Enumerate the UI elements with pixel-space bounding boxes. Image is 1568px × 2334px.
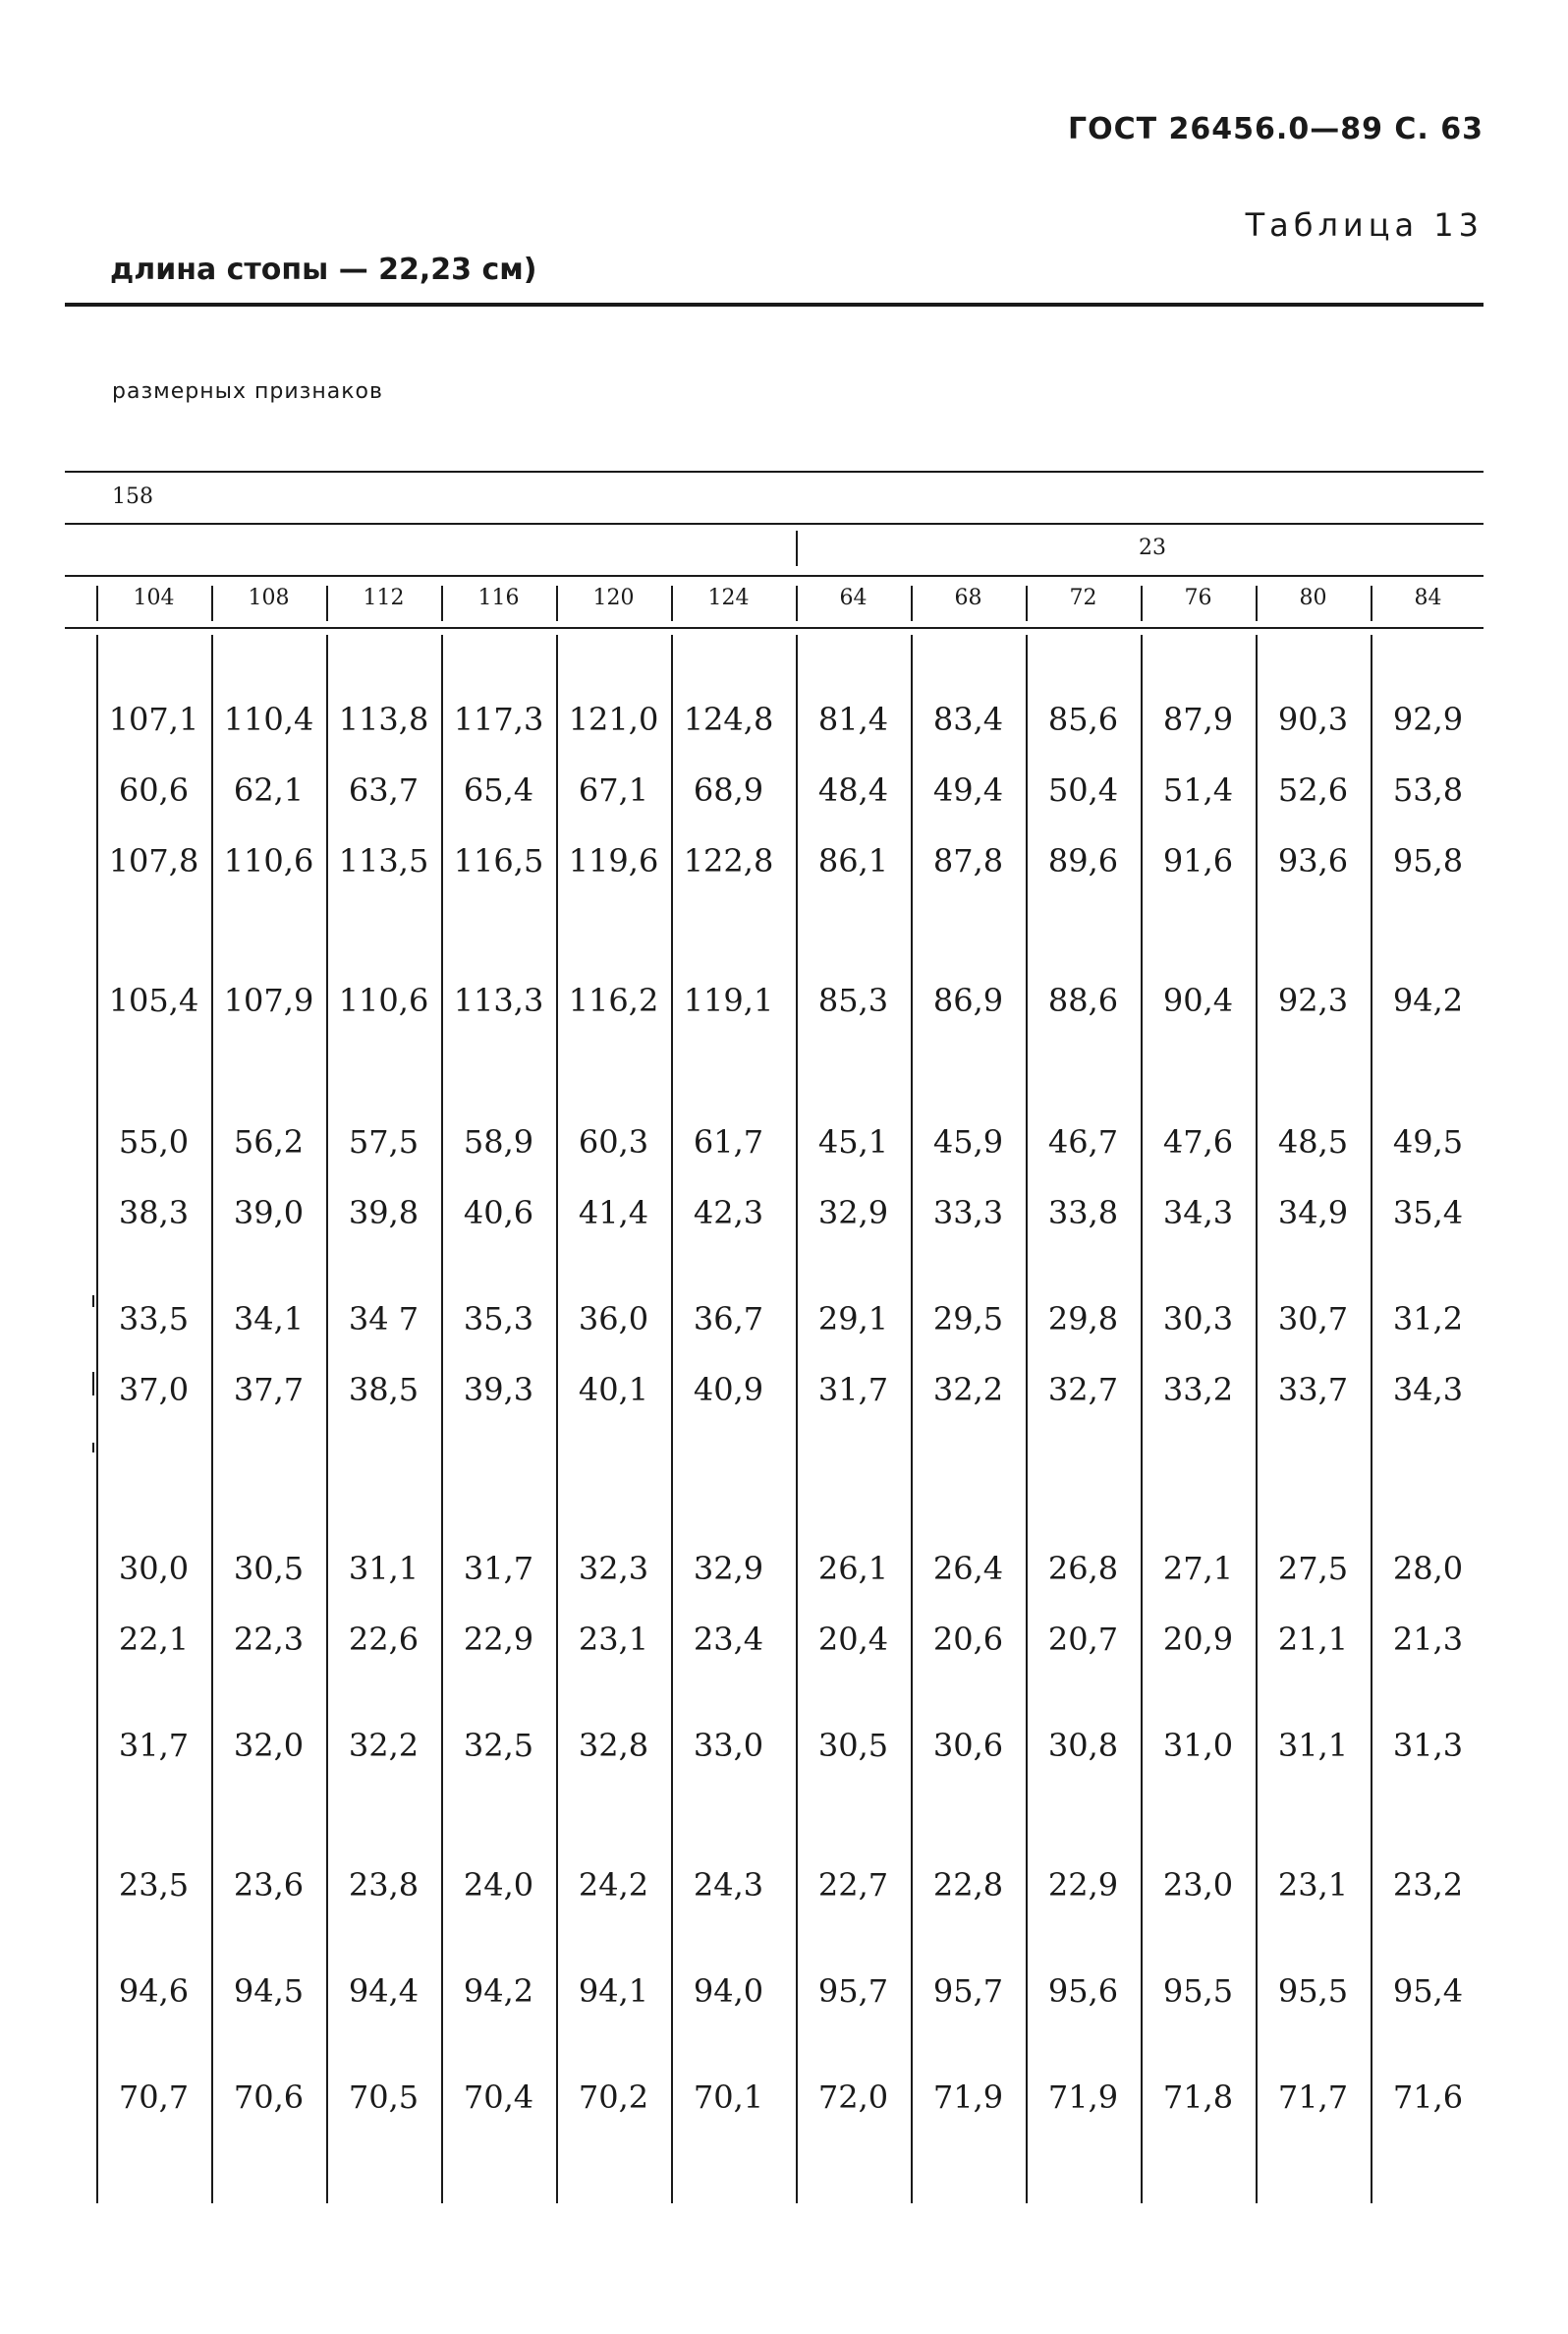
- table-cell: 31,7: [463, 1550, 534, 1587]
- table-cell: 33,3: [932, 1194, 1004, 1231]
- table-cell: 47,6: [1162, 1123, 1234, 1161]
- header-column-separator: [1371, 586, 1372, 621]
- table-cell: 107,9: [223, 982, 314, 1019]
- table-cell: 30,8: [1047, 1727, 1119, 1764]
- table-cell: 34,9: [1277, 1194, 1349, 1231]
- header-column-separator: [1141, 586, 1143, 621]
- table-cell: 70,4: [463, 2078, 534, 2116]
- table-cell: 94,1: [578, 1972, 649, 2010]
- table-cell: 91,6: [1162, 842, 1234, 880]
- table-cell: 38,5: [348, 1371, 420, 1408]
- table-cell: 60,3: [578, 1123, 649, 1161]
- table-cell: 22,6: [348, 1621, 420, 1658]
- table-cell: 23,1: [1277, 1866, 1349, 1904]
- table-cell: 94,4: [348, 1972, 420, 2010]
- table-cell: 53,8: [1392, 771, 1464, 809]
- table-cell: 95,8: [1392, 842, 1464, 880]
- table-cell: 121,0: [568, 701, 659, 738]
- table-cell: 27,1: [1162, 1550, 1234, 1587]
- table-cell: 28,0: [1392, 1550, 1464, 1587]
- column-header: 108: [248, 586, 290, 610]
- table-cell: 122,8: [683, 842, 774, 880]
- table-cell: 58,9: [463, 1123, 534, 1161]
- table-cell: 31,0: [1162, 1727, 1234, 1764]
- table-cell: 41,4: [578, 1194, 649, 1231]
- table-cell: 30,7: [1277, 1300, 1349, 1338]
- table-cell: 35,4: [1392, 1194, 1464, 1231]
- table-cell: 117,3: [453, 701, 544, 738]
- table-cell: 32,2: [932, 1371, 1004, 1408]
- table-cell: 42,3: [693, 1194, 764, 1231]
- table-cell: 67,1: [578, 771, 649, 809]
- table-cell: 29,1: [817, 1300, 889, 1338]
- top-rule: [65, 303, 1484, 307]
- table-cell: 32,2: [348, 1727, 420, 1764]
- table-cell: 110,6: [223, 842, 314, 880]
- table-cell: 94,0: [693, 1972, 764, 2010]
- scan-mark: [92, 1443, 94, 1452]
- table-cell: 26,8: [1047, 1550, 1119, 1587]
- table-cell: 60,6: [118, 771, 190, 809]
- column-header: 84: [1414, 586, 1442, 610]
- table-cell: 22,3: [233, 1621, 305, 1658]
- table-cell: 90,4: [1162, 982, 1234, 1019]
- table-cell: 22,9: [1047, 1866, 1119, 1904]
- table-cell: 20,6: [932, 1621, 1004, 1658]
- table-cell: 49,5: [1392, 1123, 1464, 1161]
- table-cell: 20,9: [1162, 1621, 1234, 1658]
- table-cell: 34,3: [1162, 1194, 1234, 1231]
- group-label-23: 23: [1139, 536, 1166, 560]
- column-header: 64: [839, 586, 868, 610]
- table-cell: 87,9: [1162, 701, 1234, 738]
- table-cell: 107,8: [108, 842, 199, 880]
- table-cell: 39,0: [233, 1194, 305, 1231]
- table-cell: 26,4: [932, 1550, 1004, 1587]
- table-cell: 94,6: [118, 1972, 190, 2010]
- scan-mark: [92, 1372, 94, 1395]
- table-cell: 68,9: [693, 771, 764, 809]
- table-cell: 62,1: [233, 771, 305, 809]
- table-cell: 32,8: [578, 1727, 649, 1764]
- table-cell: 39,3: [463, 1371, 534, 1408]
- column-header: 76: [1184, 586, 1212, 610]
- table-cell: 33,7: [1277, 1371, 1349, 1408]
- table-cell: 48,4: [817, 771, 889, 809]
- table-cell: 81,4: [817, 701, 889, 738]
- column-header: 72: [1069, 586, 1097, 610]
- table-cell: 93,6: [1277, 842, 1349, 880]
- table-cell: 23,1: [578, 1621, 649, 1658]
- table-cell: 92,9: [1392, 701, 1464, 738]
- table-cell: 30,3: [1162, 1300, 1234, 1338]
- table-cell: 22,8: [932, 1866, 1004, 1904]
- table-cell: 22,9: [463, 1621, 534, 1658]
- column-header: 116: [477, 586, 520, 610]
- table-cell: 35,3: [463, 1300, 534, 1338]
- table-cell: 88,6: [1047, 982, 1119, 1019]
- table-cell: 33,8: [1047, 1194, 1119, 1231]
- table-cell: 110,4: [223, 701, 314, 738]
- table-cell: 39,8: [348, 1194, 420, 1231]
- column-header: 104: [133, 586, 175, 610]
- table-cell: 110,6: [338, 982, 429, 1019]
- header-rule-1: [65, 471, 1484, 473]
- table-cell: 48,5: [1277, 1123, 1349, 1161]
- table-cell: 124,8: [683, 701, 774, 738]
- header-rule-3: [65, 575, 1484, 577]
- table-cell: 30,0: [118, 1550, 190, 1587]
- table-caption: размерных признаков: [112, 379, 383, 404]
- table-cell: 31,7: [118, 1727, 190, 1764]
- table-cell: 61,7: [693, 1123, 764, 1161]
- table-cell: 33,2: [1162, 1371, 1234, 1408]
- table-cell: 23,5: [118, 1866, 190, 1904]
- table-cell: 72,0: [817, 2078, 889, 2116]
- table-cell: 57,5: [348, 1123, 420, 1161]
- table-cell: 29,5: [932, 1300, 1004, 1338]
- table-cell: 23,2: [1392, 1866, 1464, 1904]
- table-cell: 32,5: [463, 1727, 534, 1764]
- table-cell: 51,4: [1162, 771, 1234, 809]
- table-cell: 56,2: [233, 1123, 305, 1161]
- document-reference: ГОСТ 26456.0—89 С. 63: [1068, 112, 1484, 146]
- group-label-158: 158: [112, 484, 153, 509]
- table-cell: 94,5: [233, 1972, 305, 2010]
- table-cell: 86,1: [817, 842, 889, 880]
- table-cell: 34,3: [1392, 1371, 1464, 1408]
- table-cell: 94,2: [1392, 982, 1464, 1019]
- table-subtitle: длина стопы — 22,23 см): [110, 253, 537, 287]
- table-label: Таблица 13: [1245, 206, 1484, 244]
- table-cell: 32,0: [233, 1727, 305, 1764]
- table-cell: 20,4: [817, 1621, 889, 1658]
- table-cell: 23,8: [348, 1866, 420, 1904]
- table-cell: 31,1: [1277, 1727, 1349, 1764]
- table-cell: 46,7: [1047, 1123, 1119, 1161]
- column-header: 112: [363, 586, 405, 610]
- table-cell: 113,8: [338, 701, 429, 738]
- table-cell: 71,9: [1047, 2078, 1119, 2116]
- table-cell: 27,5: [1277, 1550, 1349, 1587]
- table-cell: 23,4: [693, 1621, 764, 1658]
- header-column-separator: [556, 586, 558, 621]
- table-cell: 90,3: [1277, 701, 1349, 738]
- header-column-separator: [326, 586, 328, 621]
- header-column-separator: [1256, 586, 1258, 621]
- table-cell: 30,5: [233, 1550, 305, 1587]
- header-column-separator: [796, 586, 798, 621]
- table-cell: 95,6: [1047, 1972, 1119, 2010]
- table-cell: 34 7: [348, 1300, 420, 1338]
- table-cell: 29,8: [1047, 1300, 1119, 1338]
- table-cell: 49,4: [932, 771, 1004, 809]
- table-cell: 40,6: [463, 1194, 534, 1231]
- table-cell: 33,0: [693, 1727, 764, 1764]
- table-cell: 32,7: [1047, 1371, 1119, 1408]
- table-cell: 31,1: [348, 1550, 420, 1587]
- table-cell: 38,3: [118, 1194, 190, 1231]
- table-cell: 22,1: [118, 1621, 190, 1658]
- table-cell: 63,7: [348, 771, 420, 809]
- table-cell: 94,2: [463, 1972, 534, 2010]
- table-cell: 20,7: [1047, 1621, 1119, 1658]
- table-cell: 70,5: [348, 2078, 420, 2116]
- table-cell: 113,3: [453, 982, 544, 1019]
- table-cell: 86,9: [932, 982, 1004, 1019]
- header-column-separator: [441, 586, 443, 621]
- scan-mark: [92, 1295, 94, 1307]
- table-cell: 116,2: [568, 982, 659, 1019]
- table-cell: 24,0: [463, 1866, 534, 1904]
- table-cell: 31,3: [1392, 1727, 1464, 1764]
- table-cell: 107,1: [108, 701, 199, 738]
- header-rule-4: [65, 627, 1484, 629]
- table-cell: 23,0: [1162, 1866, 1234, 1904]
- table-cell: 71,8: [1162, 2078, 1234, 2116]
- table-cell: 30,6: [932, 1727, 1004, 1764]
- table-cell: 95,5: [1162, 1972, 1234, 2010]
- header-column-separator: [911, 586, 913, 621]
- header-column-separator: [671, 586, 673, 621]
- group-divider: [796, 531, 798, 566]
- column-header: 80: [1299, 586, 1327, 610]
- table-cell: 113,5: [338, 842, 429, 880]
- column-header: 124: [707, 586, 750, 610]
- table-cell: 87,8: [932, 842, 1004, 880]
- column-header: 120: [592, 586, 635, 610]
- table-cell: 85,3: [817, 982, 889, 1019]
- table-cell: 95,7: [932, 1972, 1004, 2010]
- table-cell: 70,2: [578, 2078, 649, 2116]
- table-cell: 32,9: [693, 1550, 764, 1587]
- table-cell: 70,1: [693, 2078, 764, 2116]
- table-cell: 119,6: [568, 842, 659, 880]
- table-cell: 26,1: [817, 1550, 889, 1587]
- table-cell: 37,7: [233, 1371, 305, 1408]
- table-cell: 32,9: [817, 1194, 889, 1231]
- table-cell: 36,7: [693, 1300, 764, 1338]
- table-cell: 95,4: [1392, 1972, 1464, 2010]
- table-cell: 70,6: [233, 2078, 305, 2116]
- table-cell: 40,1: [578, 1371, 649, 1408]
- table-cell: 71,7: [1277, 2078, 1349, 2116]
- table-cell: 34,1: [233, 1300, 305, 1338]
- header-rule-2: [65, 523, 1484, 525]
- table-cell: 95,7: [817, 1972, 889, 2010]
- table-cell: 23,6: [233, 1866, 305, 1904]
- table-cell: 21,1: [1277, 1621, 1349, 1658]
- table-cell: 85,6: [1047, 701, 1119, 738]
- table-cell: 45,9: [932, 1123, 1004, 1161]
- table-cell: 71,9: [932, 2078, 1004, 2116]
- table-cell: 70,7: [118, 2078, 190, 2116]
- header-column-separator: [96, 586, 98, 621]
- table-cell: 22,7: [817, 1866, 889, 1904]
- table-cell: 95,5: [1277, 1972, 1349, 2010]
- header-column-separator: [1026, 586, 1028, 621]
- table-cell: 33,5: [118, 1300, 190, 1338]
- table-cell: 40,9: [693, 1371, 764, 1408]
- header-column-separator: [211, 586, 213, 621]
- table-cell: 37,0: [118, 1371, 190, 1408]
- table-cell: 83,4: [932, 701, 1004, 738]
- column-header: 68: [954, 586, 982, 610]
- table-cell: 32,3: [578, 1550, 649, 1587]
- table-cell: 71,6: [1392, 2078, 1464, 2116]
- table-cell: 45,1: [817, 1123, 889, 1161]
- table-cell: 24,2: [578, 1866, 649, 1904]
- table-cell: 116,5: [453, 842, 544, 880]
- table-cell: 92,3: [1277, 982, 1349, 1019]
- table-cell: 55,0: [118, 1123, 190, 1161]
- table-cell: 36,0: [578, 1300, 649, 1338]
- table-cell: 30,5: [817, 1727, 889, 1764]
- table-cell: 52,6: [1277, 771, 1349, 809]
- table-cell: 24,3: [693, 1866, 764, 1904]
- table-cell: 89,6: [1047, 842, 1119, 880]
- table-cell: 21,3: [1392, 1621, 1464, 1658]
- table-cell: 65,4: [463, 771, 534, 809]
- table-cell: 31,7: [817, 1371, 889, 1408]
- table-cell: 119,1: [683, 982, 774, 1019]
- table-cell: 50,4: [1047, 771, 1119, 809]
- table-cell: 31,2: [1392, 1300, 1464, 1338]
- table-cell: 105,4: [108, 982, 199, 1019]
